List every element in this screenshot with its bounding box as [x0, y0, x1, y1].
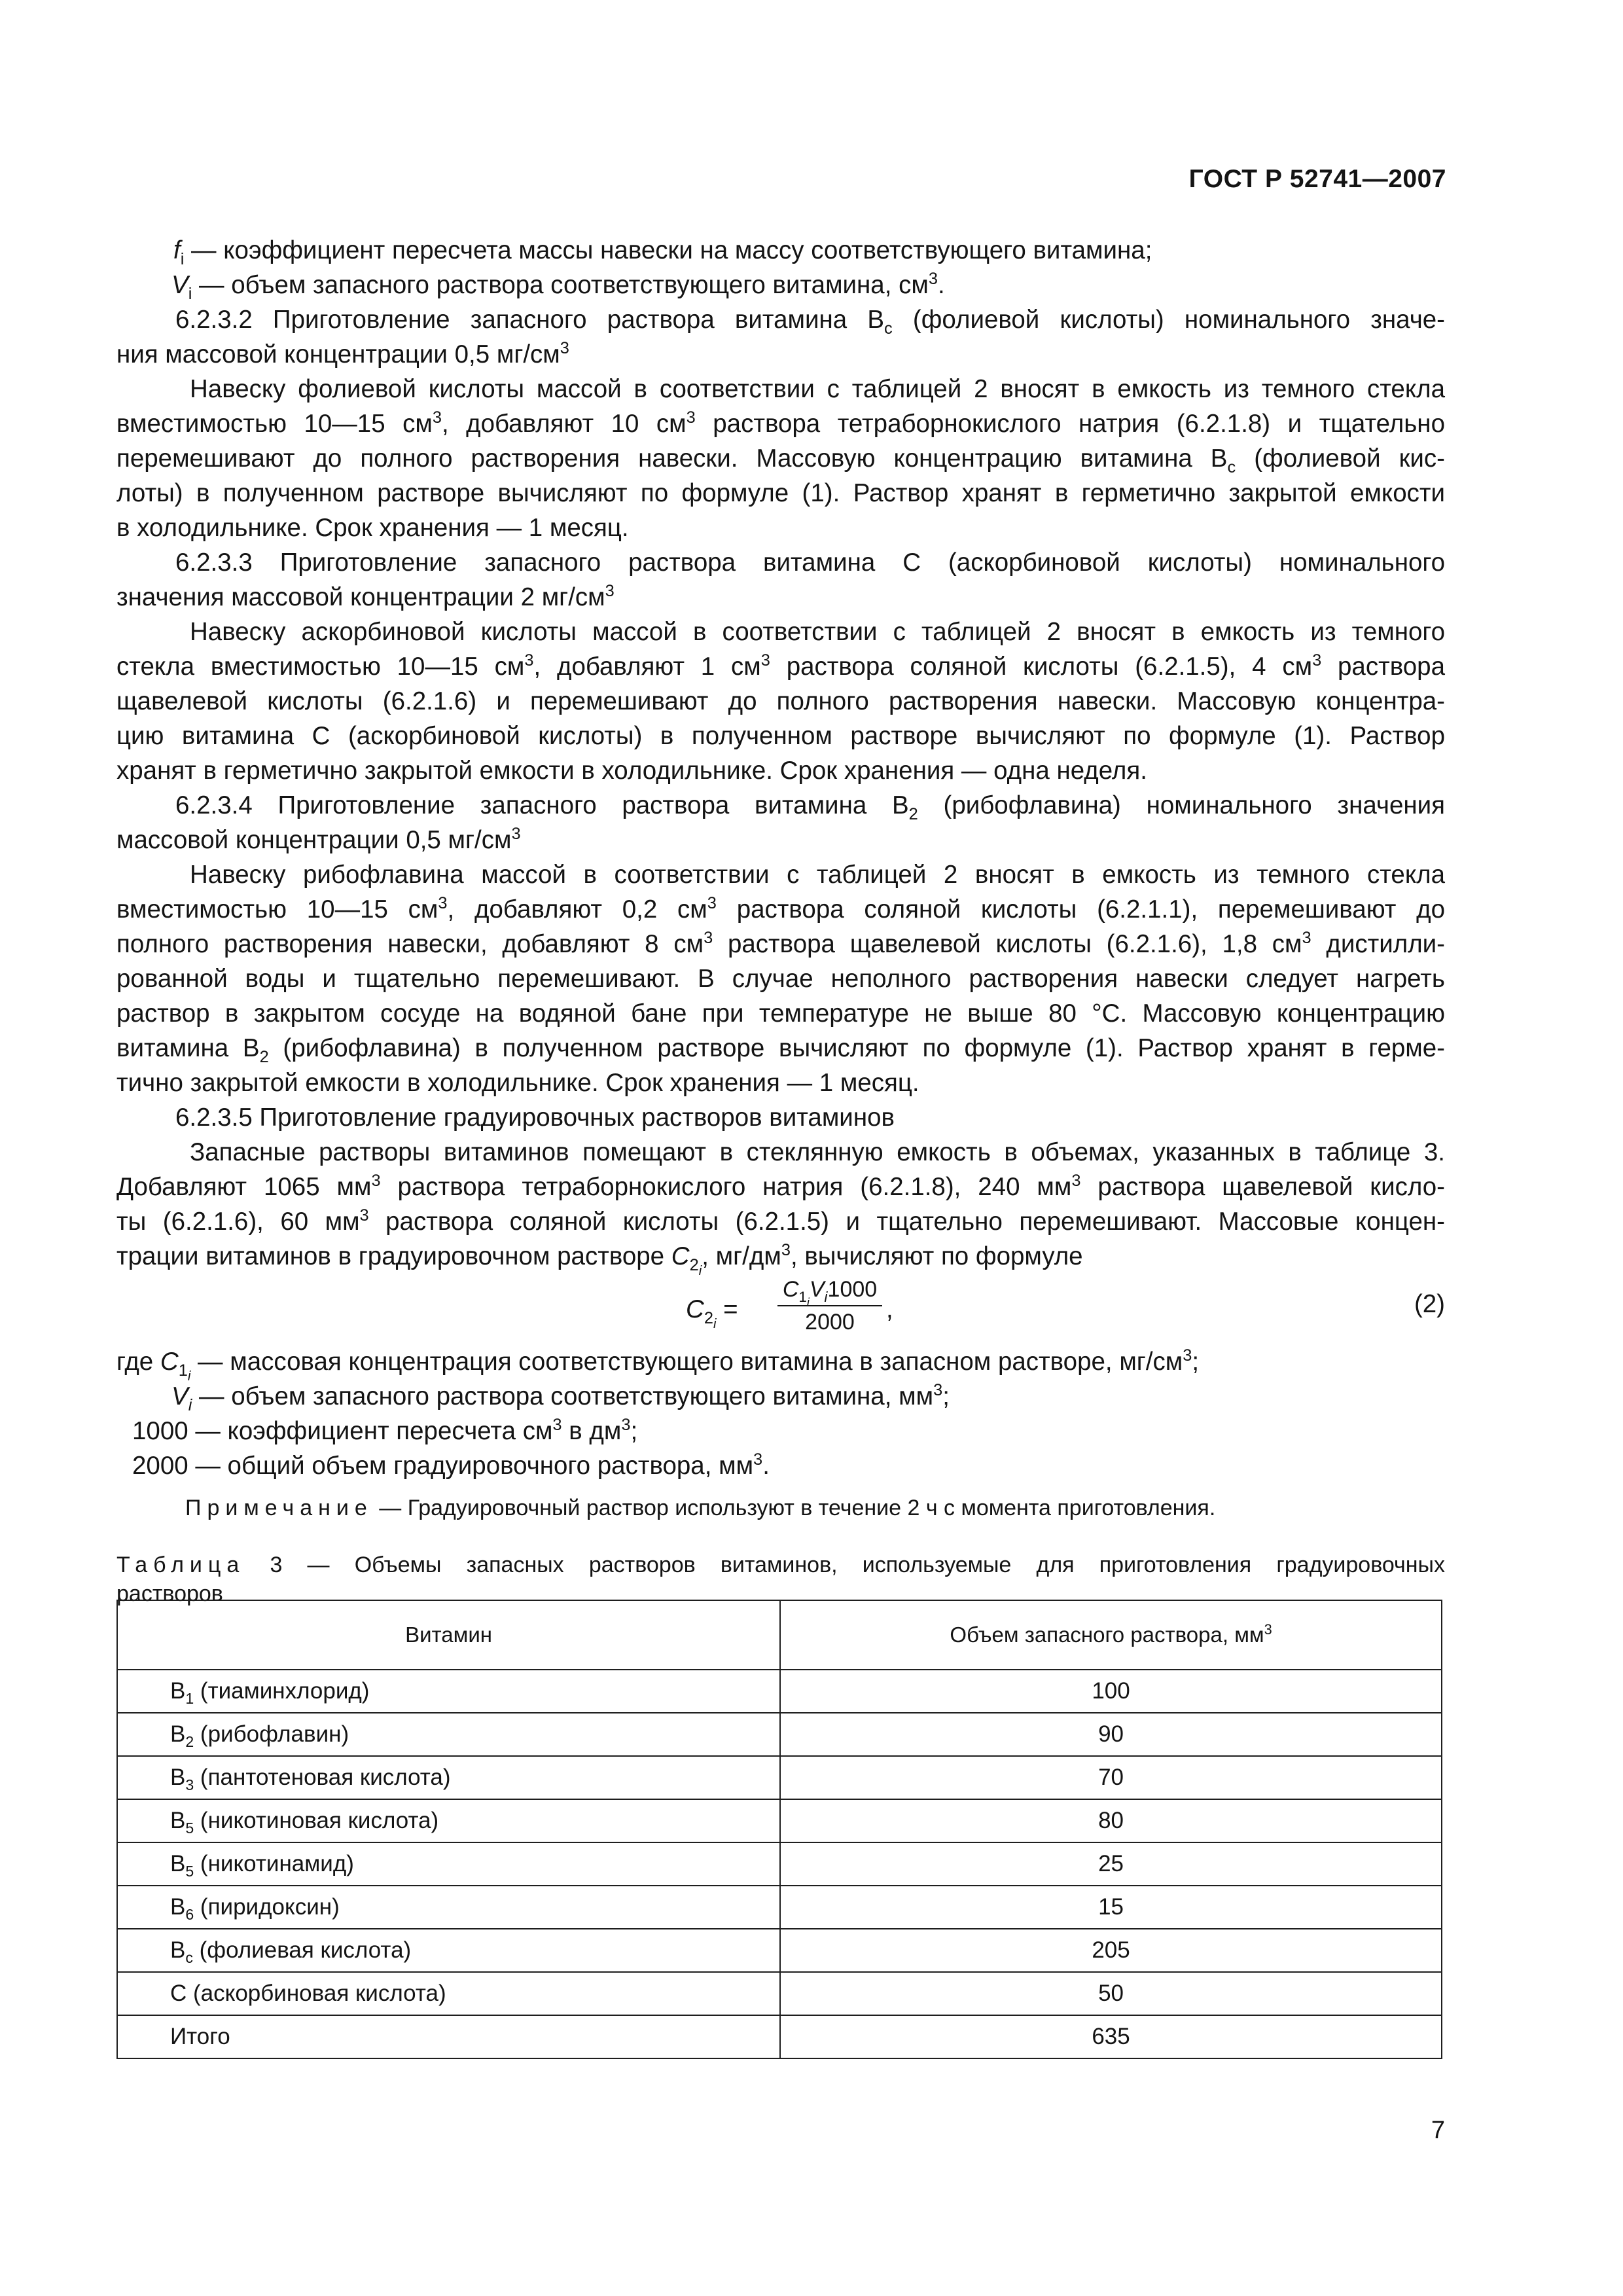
where-vi: $V_i$ — объем запасного раствора соответствующего витамина, $мм^3$;	[171, 1381, 950, 1414]
formula-lhs: $C_{2_i}$ =	[686, 1295, 738, 1331]
formula-number: (2)	[1414, 1290, 1445, 1318]
paragraph-line: стекла вместимостью 10—15 $см^3$, добавляют 1 $см^3$ раствора соляной кислоты (6.2.1.5), 4 $см^3$ раствора	[116, 651, 1445, 681]
table-row	[117, 1929, 1442, 1972]
formula-2	[116, 1274, 1445, 1344]
paragraph-line: вместимостью 10—15 $см^3$, добавляют 0,2 $см^3$ раствора соляной кислоты (6.2.1.1), перемешивают до	[116, 894, 1446, 924]
definition-fi: $f_i$ — коэффициент пересчета массы навески на массу соответствующего витамина;	[173, 236, 1152, 268]
table-cell-vitamin: $B_1$ (тиаминхлорид)	[117, 1670, 780, 1713]
table-row	[117, 1713, 1442, 1756]
paragraph-line: вместимостью 10—15 $см^3$, добавляют 10 $см^3$ раствора тетраборнокислого натрия (6.2.1.8) и тщательно	[116, 408, 1445, 438]
table-cell-vitamin: $B_6$ (пиридоксин)	[117, 1886, 780, 1929]
section-6-2-3-5-title: 6.2.3.5 Приготовление градуировочных растворов витаминов	[175, 1103, 895, 1132]
formula-comma: ,	[886, 1295, 893, 1323]
table-cell-vitamin: $B_2$ (рибофлавин)	[117, 1713, 780, 1756]
table-header-volume: Объем запасного раствора, $мм^3$	[780, 1600, 1442, 1670]
table-cell-vitamin: $B_5$ (никотинамид)	[117, 1842, 780, 1886]
table-cell-vitamin: С (аскорбиновая кислота)	[117, 1972, 780, 2015]
table-cell-volume: 25	[780, 1842, 1442, 1886]
paragraph-line: хранят в герметично закрытой емкости в холодильнике. Срок хранения — одна неделя.	[116, 757, 1147, 785]
section-6-2-3-2-title-cont: ния массовой концентрации 0,5 $мг/см^3$	[116, 339, 569, 368]
table-3	[116, 1600, 1442, 2059]
table-cell-volume: 205	[780, 1929, 1442, 1972]
table-cell-volume: 90	[780, 1713, 1442, 1756]
table-row	[117, 1756, 1442, 1799]
table-row	[117, 1886, 1442, 1929]
note	[116, 1491, 1445, 1526]
body-text	[116, 233, 1445, 1608]
note-label: Примечание	[185, 1496, 373, 1520]
definition-vi: $V_i$ — объем запасного раствора соответствующего витамина, $см^3$.	[171, 270, 945, 303]
section-6-2-3-3-title: 6.2.3.3 Приготовление запасного раствора витамина С (аскорбиновой кислоты) номинального	[175, 548, 1445, 577]
paragraph-line: витамина $B_2$ (рибофлавина) в полученном растворе вычисляют по формуле (1). Раствор хранят в гермe-	[116, 1034, 1445, 1066]
paragraph-line: Навеску рибофлавина массой в соответствии с таблицей 2 вносят в емкость из темного стекла	[190, 861, 1445, 889]
table-cell-volume: 15	[780, 1886, 1442, 1929]
paragraph-line: перемешивают до полного растворения навески. Массовую концентрацию витамина $B_c$ (фолиевой кис-	[116, 444, 1446, 476]
document-header: ГОСТ Р 52741—2007	[1188, 165, 1446, 193]
section-6-2-3-3-title-cont: значения массовой концентрации 2 $мг/см^3$	[116, 582, 615, 611]
paragraph-line: Навеску фолиевой кислоты массой в соответствии с таблицей 2 вносят в емкость из темного стекла	[190, 375, 1445, 403]
paragraph-line: цию витамина С (аскорбиновой кислоты) в полученном растворе вычисляют по формуле (1). Раствор	[116, 722, 1445, 750]
table-cell-volume: 80	[780, 1799, 1442, 1842]
table-cell-volume: 70	[780, 1756, 1442, 1799]
where-c1i: где $C_{1_i}$ — массовая концентрация соответствующего витамина в запасном растворе, $мг/см^3$;	[116, 1346, 1200, 1384]
table-cell-vitamin: $B_5$ (никотиновая кислота)	[117, 1799, 780, 1842]
formula-denominator: 2000	[805, 1310, 855, 1335]
table-caption-line: растворов	[116, 1581, 223, 1606]
paragraph-line: рованной воды и тщательно перемешивают. В случае неполного растворения навески следует нагреть	[116, 965, 1445, 993]
paragraph-line: тично закрытой емкости в холодильнике. Срок хранения — 1 месяц.	[116, 1069, 919, 1097]
section-6-2-3-4-title-cont: массовой концентрации 0,5 $мг/см^3$	[116, 825, 521, 854]
where-1000: 1000 — коэффициент пересчета $см^3$ в $дм^3$;	[132, 1416, 638, 1445]
table-cell-volume: 50	[780, 1972, 1442, 2015]
paragraph-line: трации витаминов в градуировочном растворе $C_{2_i}$, $мг/дм^3$, вычисляют по формуле	[116, 1241, 1083, 1278]
paragraph-line: ты (6.2.1.6), 60 $мм^3$ раствора соляной кислоты (6.2.1.5) и тщательно перемешивают. Массовые концен-	[116, 1206, 1445, 1236]
table-header-vitamin: Витамин	[117, 1600, 780, 1670]
formula-fraction	[777, 1274, 882, 1338]
table-row	[117, 1799, 1442, 1842]
paragraph-line: Добавляют 1065 $мм^3$ раствора тетраборнокислого натрия (6.2.1.8), 240 $мм^3$ раствора щавелевой кисло-	[116, 1172, 1445, 1201]
formula-numerator: $C_{1_i}V_i1000$	[777, 1274, 882, 1306]
table-cell-vitamin: Итого	[117, 2015, 780, 2058]
paragraph-line: раствор в закрытом сосуде на водяной бане при температуре не выше 80 °С. Массовую концентрацию	[116, 999, 1445, 1028]
table-caption-line: Таблица 3 — Объемы запасных растворов витаминов, используемые для приготовления градуировочных	[116, 1552, 1445, 1577]
note-text: — Градуировочный раствор используют в течение 2 ч с момента приготовления.	[372, 1496, 1216, 1520]
section-6-2-3-2-title: 6.2.3.2 Приготовление запасного раствора витамина $B_c$ (фолиевой кислоты) номинального значе-	[175, 306, 1445, 338]
paragraph-line: щавелевой кислоты (6.2.1.6) и перемешивают до полного растворения навески. Массовую концентра-	[116, 687, 1445, 715]
paragraph-line: Запасные растворы витаминов помещают в стеклянную емкость в объемах, указанных в таблице 3.	[190, 1138, 1445, 1166]
page-number: 7	[1431, 2117, 1445, 2144]
section-6-2-3-4-title: 6.2.3.4 Приготовление запасного раствора витамина $B_2$ (рибофлавина) номинального значения	[175, 791, 1445, 823]
table-row	[117, 1670, 1442, 1713]
table-row	[117, 1842, 1442, 1886]
table-header-row	[117, 1600, 1442, 1670]
paragraph-line: Навеску аскорбиновой кислоты массой в соответствии с таблицей 2 вносят в емкость из темного	[190, 618, 1445, 646]
paragraph-line: полного растворения навески, добавляют 8 $см^3$ раствора щавелевой кислоты (6.2.1.6), 1,8 $см^3$ дистилли-	[116, 929, 1445, 958]
table-cell-volume: 100	[780, 1670, 1442, 1713]
table-cell-vitamin: $B_c$ (фолиевая кислота)	[117, 1929, 780, 1972]
table-body	[117, 1670, 1442, 2058]
table-row	[117, 1972, 1442, 2015]
table-cell-volume: 635	[780, 2015, 1442, 2058]
table-cell-vitamin: $B_3$ (пантотеновая кислота)	[117, 1756, 780, 1799]
where-2000: 2000 — общий объем градуировочного раствора, $мм^3$.	[132, 1450, 770, 1480]
paragraph-line: в холодильнике. Срок хранения — 1 месяц.	[116, 514, 629, 542]
table-row	[117, 2015, 1442, 2058]
paragraph-line: лоты) в полученном растворе вычисляют по формуле (1). Раствор хранят в герметично закрытой емкости	[116, 479, 1445, 507]
